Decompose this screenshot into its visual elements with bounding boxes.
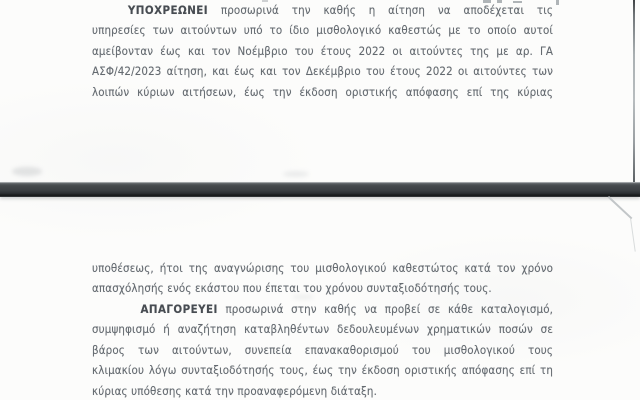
line-text: υποθέσεως, ήτοι της αναγνώρισης του μισθολογικού καθεστώτος κατά τον χρόνο (92, 261, 554, 275)
cut-off-text-remnant (497, 0, 502, 3)
paragraph-line (92, 299, 553, 319)
paragraph-line (92, 340, 553, 360)
scan-page-divider (0, 182, 640, 197)
line-text: προσωρινά την καθής η αίτηση να αποδέχεται τις (208, 3, 554, 17)
line-text: κλιμακίου λόγω συνταξιοδότησής τους, έως την έκδοση οριστικής απόφασης επί τη (92, 363, 554, 378)
line-text: ΑΣΦ/42/2023 αίτηση, και έως και τον Δεκέμβριο του έτους 2022 οι αιτούντες των (92, 64, 554, 79)
cut-off-text-remnant (483, 0, 491, 3)
line-text: προσωρινά στην καθής να προβεί σε κάθε καταλογισμό, (217, 301, 554, 316)
paragraph-line (92, 278, 553, 298)
paragraph-line (92, 319, 553, 339)
paragraph-line (92, 61, 553, 81)
scanned-page-top (92, 0, 553, 102)
paragraph-line (92, 20, 553, 40)
cut-off-text-remnant (513, 1, 522, 3)
paragraph-line (92, 258, 553, 278)
line-text: υπηρεσίες των αιτούντων υπό το ίδιο μισθολογικό καθεστώς με το οποίο αυτοί (92, 23, 554, 38)
line-text: λοιπών κύριων αιτήσεων, έως την έκδοση οριστικής απόφασης επί της κύριας (92, 84, 554, 99)
line-text: συμψηφισμό ή αναζήτηση καταβληθέντων δεδουλευμένων χρηματικών ποσών σε (92, 322, 554, 337)
paragraph-line (92, 360, 553, 380)
line-text: κύριας υπόθεσης κατά την προαναφερόμενη διάταξη. (92, 383, 377, 398)
paragraph-line (92, 82, 553, 102)
scan-crease-mark (630, 218, 636, 252)
cut-off-text-remnant (556, 0, 559, 5)
paragraph-line (92, 41, 553, 61)
scan-smudge (12, 167, 42, 176)
scan-smudge (292, 294, 314, 300)
scanned-page-bottom (92, 258, 553, 400)
line-text: απασχόλησής ενός εκάστου που έπεται του χρόνου συνταξιοδότησής τους. (92, 281, 492, 296)
page-edge-scan-line (633, 0, 635, 182)
lead-word-bold: ΥΠΟΧΡΕΩΝΕΙ (127, 3, 209, 17)
line-text: αμείβονταν έως και τον Νοέμβριο του έτους 2022 οι αιτούντες της με αρ. ΓΑ (92, 43, 554, 58)
paragraph-line (92, 381, 553, 400)
line-text: βάρος των αιτούντων, συνεπεία επανακαθορισμού του μισθολογικού τους (92, 342, 554, 357)
scan-smudge (283, 171, 309, 177)
cut-off-text-remnant (262, 0, 268, 2)
paragraph-line (92, 0, 553, 20)
lead-word-bold: ΑΠΑΓΟΡΕΥΕΙ (140, 301, 218, 316)
scan-crease-mark (608, 196, 632, 219)
